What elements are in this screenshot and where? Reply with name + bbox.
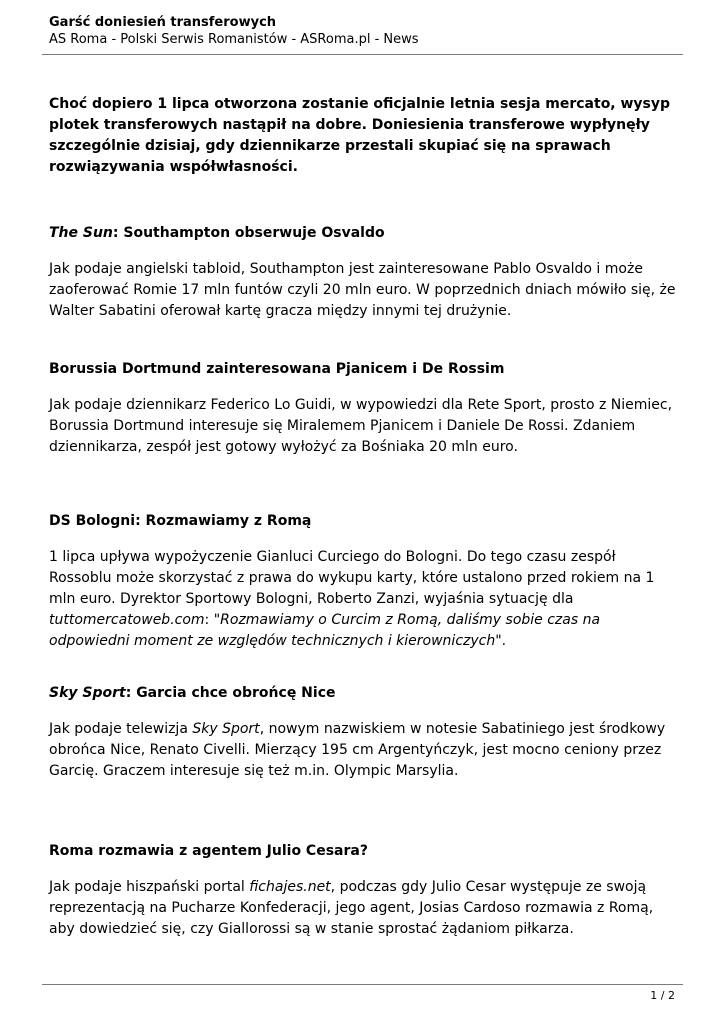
paragraph-text-run: 1 lipca upływa wypożyczenie Gianluci Curciego do Bologni. Do tego czasu zespół Rossoblu może skorzystać z prawa do wykupu karty, które ustalono przed rokiem na 1 mln euro. Dyrektor Sportowy Bologni, Roberto Zanzi, wyjaśnia sytuację dla: [49, 549, 655, 607]
paragraph-text-run: Jak podaje hiszpański portal: [49, 879, 250, 895]
section-heading: [49, 512, 676, 530]
paragraph-text-run: Sky Sport: [192, 721, 260, 737]
article-section: [49, 684, 676, 782]
section-heading: [49, 842, 676, 860]
paragraph-text-run: Jak podaje telewizja: [49, 721, 193, 737]
heading-text-run: DS Bologni: Rozmawiamy z Romą: [49, 513, 312, 529]
document-header: [49, 14, 676, 55]
paragraph-text-run: , podczas gdy Julio Cesar występuje ze swoją reprezentacją na Pucharze Konfederacji, jego agent, Josias Cardoso rozmawia z Romą, aby dowiedzieć się, czy Giallorossi są w stanie sprostać żądaniom piłkarza.: [49, 879, 654, 937]
article-section: [49, 360, 676, 458]
heading-text-run: : Southampton obserwuje Osvaldo: [112, 225, 385, 241]
article-sections: [49, 224, 676, 940]
section-paragraph: [49, 719, 676, 782]
article-section: [49, 512, 676, 652]
section-paragraph: [49, 547, 676, 652]
paragraph-text-run: Rozmawiamy o Curcim z Romą, daliśmy sobie czas na odpowiedni moment ze względów technicznych i kierowniczych: [49, 612, 601, 649]
section-heading: [49, 224, 676, 242]
heading-text-run: Roma rozmawia z agentem Julio Cesara?: [49, 843, 368, 859]
paragraph-text-run: tuttomercatoweb.com: [49, 612, 205, 628]
heading-text-run: The Sun: [49, 225, 113, 241]
paragraph-text-run: : ": [204, 612, 221, 628]
document-title: Garść doniesień transferowych: [49, 15, 277, 30]
section-heading: [49, 684, 676, 702]
footer-rule: [42, 984, 683, 985]
document-source: AS Roma - Polski Serwis Romanistów - ASRoma.pl - News: [49, 32, 419, 47]
page-number: 1 / 2: [650, 989, 675, 1002]
heading-text-run: : Garcia chce obrońcę Nice: [125, 685, 336, 701]
document-footer: [42, 984, 683, 1002]
paragraph-text-run: , nowym nazwiskiem w notesie Sabatiniego jest środkowy obrońca Nice, Renato Civelli. Mierzący 195 cm Argentyńczyk, jest mocno ceniony przez Garcię. Graczem interesuje się też m.in. Olympic Marsylia.: [49, 721, 666, 779]
article-section: [49, 224, 676, 322]
lead-paragraph: Choć dopiero 1 lipca otworzona zostanie oficjalnie letnia sesja mercato, wysyp plotek transferowych nastąpił na dobre. Doniesienia transferowe wypłynęły szczególnie dzisiaj, gdy dziennikarze przestali skupiać się na sprawach rozwiązywania współwłasności.: [49, 96, 671, 175]
section-paragraph: [49, 877, 676, 940]
header-rule: [42, 54, 683, 55]
heading-text-run: Sky Sport: [49, 685, 126, 701]
section-paragraph: [49, 259, 676, 322]
paragraph-text-run: Jak podaje angielski tabloid, Southampton jest zainteresowane Pablo Osvaldo i może zaoferować Romie 17 mln funtów czyli 20 mln euro. W poprzednich dniach mówiło się, że Walter Sabatini oferował kartę gracza między innymi tej drużynie.: [49, 261, 676, 319]
paragraph-text-run: ".: [495, 633, 507, 649]
section-paragraph: [49, 395, 676, 458]
section-heading: [49, 360, 676, 378]
heading-text-run: Borussia Dortmund zainteresowana Pjanicem i De Rossim: [49, 361, 505, 377]
article-section: [49, 842, 676, 940]
paragraph-text-run: fichajes.net: [249, 879, 331, 895]
paragraph-text-run: Jak podaje dziennikarz Federico Lo Guidi, w wypowiedzi dla Rete Sport, prosto z Niemiec, Borussia Dortmund interesuje się Miralemem Pjanicem i Daniele De Rossi. Zdaniem dziennikarza, zespół jest gotowy wyłożyć za Bośniaka 20 mln euro.: [49, 397, 673, 455]
